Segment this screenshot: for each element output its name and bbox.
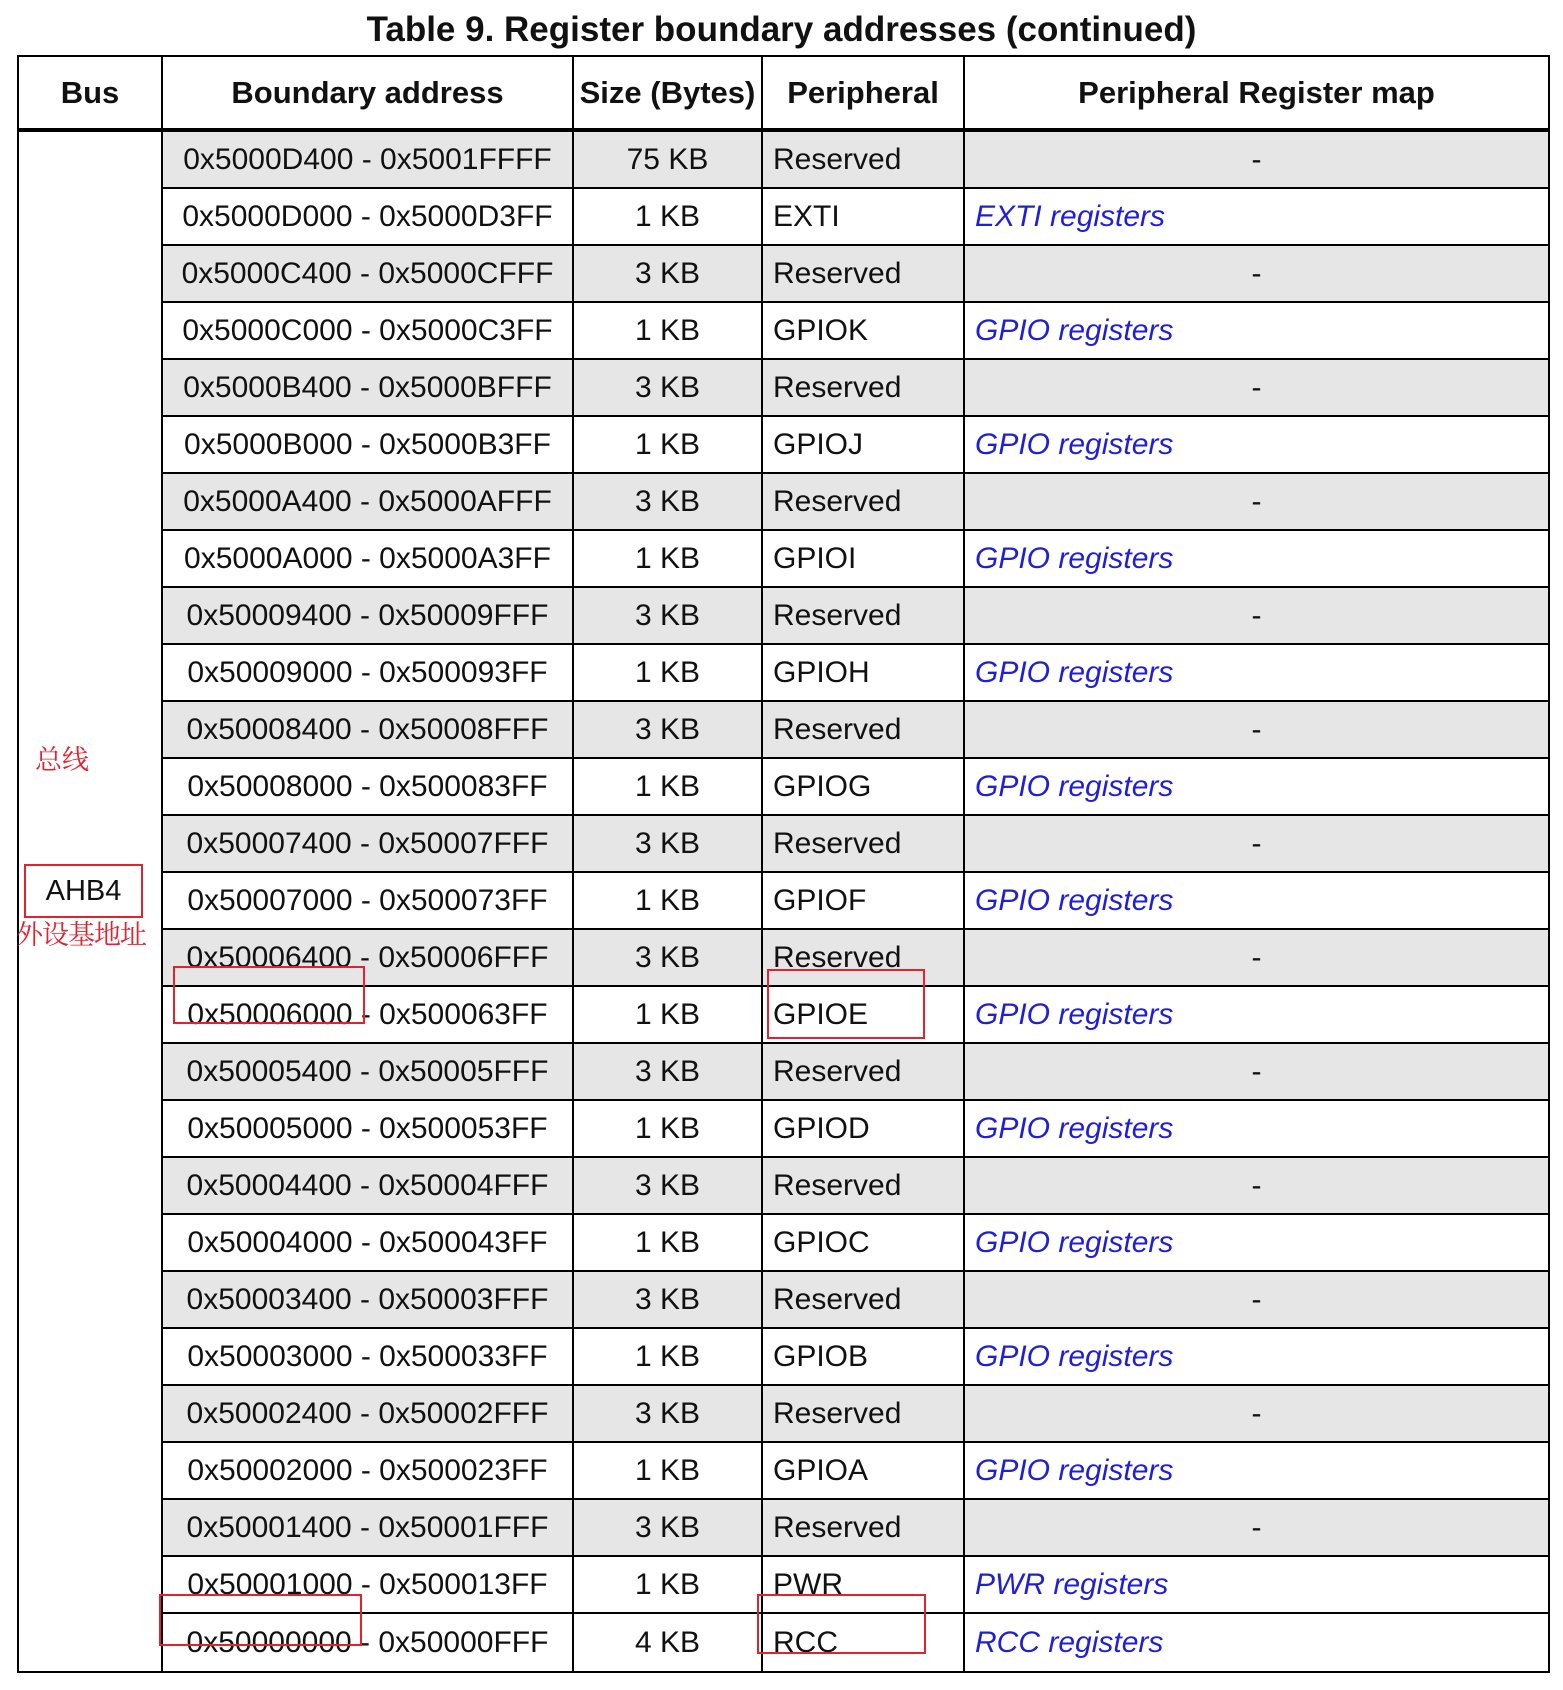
peripheral-cell: Reserved — [763, 246, 965, 301]
peripheral-cell: Reserved — [763, 132, 965, 187]
boundary-address-cell: 0x5000A000 - 0x5000A3FF — [163, 531, 574, 586]
boundary-address-cell: 0x50001400 - 0x50001FFF — [163, 1500, 574, 1555]
boundary-address-cell: 0x50008000 - 0x500083FF — [163, 759, 574, 814]
register-map-cell: - — [1251, 598, 1262, 632]
register-map-link[interactable]: GPIO registers — [975, 655, 1174, 689]
table-header — [19, 57, 1548, 132]
table-row — [163, 189, 1548, 246]
table-row — [163, 1158, 1548, 1215]
boundary-address-cell: 0x50002000 - 0x500023FF — [163, 1443, 574, 1498]
register-map-link[interactable]: RCC registers — [975, 1625, 1164, 1659]
register-map-cell — [965, 189, 1548, 244]
header-peripheral: Peripheral — [763, 57, 965, 128]
boundary-address-cell: 0x5000A400 - 0x5000AFFF — [163, 474, 574, 529]
header-register-map: Peripheral Register map — [1078, 74, 1435, 110]
table-row — [163, 759, 1548, 816]
header-bus: Bus — [19, 57, 163, 128]
highlight-rcc-base — [159, 1594, 362, 1646]
peripheral-cell: GPIOC — [763, 1215, 965, 1270]
register-map-cell — [965, 1215, 1548, 1270]
highlight-gpioe-base — [173, 966, 365, 1024]
peripheral-cell: GPIOA — [763, 1443, 965, 1498]
register-map-cell — [965, 1557, 1548, 1612]
register-map-link[interactable]: GPIO registers — [975, 427, 1174, 461]
register-map-cell: - — [1251, 484, 1262, 518]
register-map-cell: - — [1251, 1054, 1262, 1088]
peripheral-cell: Reserved — [763, 1500, 965, 1555]
register-map-link[interactable]: EXTI registers — [975, 199, 1166, 233]
register-map-link[interactable]: GPIO registers — [975, 1111, 1174, 1145]
register-map-cell: - — [1251, 142, 1262, 176]
peripheral-cell: Reserved — [763, 588, 965, 643]
table-row — [163, 360, 1548, 417]
boundary-address-cell: 0x5000D000 - 0x5000D3FF — [163, 189, 574, 244]
table-rows — [163, 132, 1548, 1671]
highlight-gpioe-peripheral — [767, 969, 925, 1039]
size-cell: 3 KB — [574, 246, 763, 301]
peripheral-cell: EXTI — [763, 189, 965, 244]
peripheral-cell: GPIOB — [763, 1329, 965, 1384]
base-address-annotation: 外设基地址 — [16, 920, 146, 951]
size-cell: 3 KB — [574, 360, 763, 415]
highlight-rcc-peripheral — [757, 1594, 926, 1654]
table-row — [163, 1500, 1548, 1557]
boundary-address-cell: 0x5000C000 - 0x5000C3FF — [163, 303, 574, 358]
size-cell: 1 KB — [574, 1443, 763, 1498]
register-map-cell — [965, 1443, 1548, 1498]
size-cell: 1 KB — [574, 1215, 763, 1270]
table-row — [163, 702, 1548, 759]
boundary-address-cell: 0x50005000 - 0x500053FF — [163, 1101, 574, 1156]
register-map-cell — [965, 645, 1548, 700]
register-map-link[interactable]: GPIO registers — [975, 1339, 1174, 1373]
register-map-link[interactable]: GPIO registers — [975, 769, 1174, 803]
size-cell: 3 KB — [574, 816, 763, 871]
peripheral-cell: Reserved — [763, 1044, 965, 1099]
register-map-cell — [965, 303, 1548, 358]
peripheral-cell: Reserved — [763, 360, 965, 415]
table-row — [163, 645, 1548, 702]
register-map-link[interactable]: GPIO registers — [975, 883, 1174, 917]
header-boundary-address: Boundary address — [163, 57, 574, 128]
table-row — [163, 531, 1548, 588]
peripheral-cell: GPIOE — [763, 987, 965, 1042]
register-map-cell — [965, 1329, 1548, 1384]
boundary-address-cell: 0x50007400 - 0x50007FFF — [163, 816, 574, 871]
size-cell: 3 KB — [574, 1272, 763, 1327]
table-row — [163, 1272, 1548, 1329]
register-map-link[interactable]: PWR registers — [975, 1567, 1169, 1601]
size-cell: 1 KB — [574, 303, 763, 358]
size-cell: 3 KB — [574, 1386, 763, 1441]
boundary-address-cell: 0x50007000 - 0x500073FF — [163, 873, 574, 928]
register-map-cell: - — [1251, 1396, 1262, 1430]
boundary-address-cell: 0x50008400 - 0x50008FFF — [163, 702, 574, 757]
table-title: Table 9. Register boundary addresses (continued) — [366, 10, 1197, 49]
register-map-cell: - — [1251, 1282, 1262, 1316]
peripheral-cell: GPIOK — [763, 303, 965, 358]
size-cell: 3 KB — [574, 1044, 763, 1099]
size-cell: 1 KB — [574, 1329, 763, 1384]
peripheral-cell: GPIOF — [763, 873, 965, 928]
register-map-cell: - — [1251, 826, 1262, 860]
size-cell: 4 KB — [574, 1614, 763, 1671]
table-row — [163, 1101, 1548, 1158]
register-map-cell — [965, 417, 1548, 472]
peripheral-cell: Reserved — [763, 474, 965, 529]
size-cell: 75 KB — [574, 132, 763, 187]
boundary-address-cell: 0x50004000 - 0x500043FF — [163, 1215, 574, 1270]
table-row — [163, 1386, 1548, 1443]
size-cell: 1 KB — [574, 645, 763, 700]
register-map-cell: - — [1251, 370, 1262, 404]
register-map-link[interactable]: GPIO registers — [975, 541, 1174, 575]
register-map-cell — [965, 987, 1548, 1042]
peripheral-cell: Reserved — [763, 930, 965, 985]
bus-annotation: 总线 — [35, 745, 89, 776]
table-row — [163, 873, 1548, 930]
size-cell: 1 KB — [574, 1101, 763, 1156]
size-cell: 1 KB — [574, 759, 763, 814]
table-row — [163, 1044, 1548, 1101]
peripheral-cell: Reserved — [763, 816, 965, 871]
header-size: Size (Bytes) — [574, 57, 763, 128]
table-row — [163, 588, 1548, 645]
table-row — [163, 1443, 1548, 1500]
register-map-link[interactable]: GPIO registers — [975, 997, 1174, 1031]
size-cell: 1 KB — [574, 189, 763, 244]
boundary-address-cell: 0x50009000 - 0x500093FF — [163, 645, 574, 700]
register-map-cell — [965, 759, 1548, 814]
peripheral-cell: GPIOD — [763, 1101, 965, 1156]
boundary-address-cell: 0x50001000 - 0x500013FF — [163, 1557, 574, 1612]
boundary-address-cell: 0x50006000 - 0x500063FF — [163, 987, 574, 1042]
peripheral-cell: Reserved — [763, 1158, 965, 1213]
size-cell: 3 KB — [574, 930, 763, 985]
bus-value: AHB4 — [24, 864, 143, 918]
peripheral-cell: GPIOJ — [763, 417, 965, 472]
table-row — [163, 1329, 1548, 1386]
boundary-address-cell: 0x50004400 - 0x50004FFF — [163, 1158, 574, 1213]
size-cell: 3 KB — [574, 1158, 763, 1213]
boundary-address-cell: 0x50003400 - 0x50003FFF — [163, 1272, 574, 1327]
peripheral-cell: Reserved — [763, 1386, 965, 1441]
register-table — [17, 55, 1550, 1673]
boundary-address-cell: 0x50003000 - 0x500033FF — [163, 1329, 574, 1384]
table-row — [163, 1215, 1548, 1272]
register-map-cell: - — [1251, 1510, 1262, 1544]
table-row — [163, 816, 1548, 873]
peripheral-cell: GPIOH — [763, 645, 965, 700]
register-map-cell: - — [1251, 940, 1262, 974]
boundary-address-cell: 0x50009400 - 0x50009FFF — [163, 588, 574, 643]
boundary-address-cell: 0x5000D400 - 0x5001FFFF — [163, 132, 574, 187]
boundary-address-cell: 0x5000B400 - 0x5000BFFF — [163, 360, 574, 415]
table-row — [163, 246, 1548, 303]
boundary-address-cell: 0x50000000 - 0x50000FFF — [163, 1614, 574, 1671]
register-map-link[interactable]: GPIO registers — [975, 1453, 1174, 1487]
peripheral-cell: GPIOG — [763, 759, 965, 814]
register-map-link[interactable]: GPIO registers — [975, 1225, 1174, 1259]
size-cell: 3 KB — [574, 702, 763, 757]
table-row — [163, 303, 1548, 360]
register-map-cell — [965, 873, 1548, 928]
size-cell: 1 KB — [574, 531, 763, 586]
size-cell: 1 KB — [574, 417, 763, 472]
peripheral-cell: PWR — [763, 1557, 965, 1612]
register-map-cell — [965, 531, 1548, 586]
size-cell: 1 KB — [574, 873, 763, 928]
peripheral-cell: Reserved — [763, 1272, 965, 1327]
register-map-cell — [965, 1101, 1548, 1156]
register-map-cell: - — [1251, 256, 1262, 290]
boundary-address-cell: 0x50002400 - 0x50002FFF — [163, 1386, 574, 1441]
size-cell: 3 KB — [574, 474, 763, 529]
table-body — [19, 132, 1548, 1671]
size-cell: 3 KB — [574, 588, 763, 643]
size-cell: 1 KB — [574, 987, 763, 1042]
table-row — [163, 132, 1548, 189]
boundary-address-cell: 0x5000C400 - 0x5000CFFF — [163, 246, 574, 301]
table-row — [163, 474, 1548, 531]
boundary-address-cell: 0x50005400 - 0x50005FFF — [163, 1044, 574, 1099]
register-map-cell: - — [1251, 712, 1262, 746]
boundary-address-cell: 0x5000B000 - 0x5000B3FF — [163, 417, 574, 472]
size-cell: 1 KB — [574, 1557, 763, 1612]
peripheral-cell: GPIOI — [763, 531, 965, 586]
register-map-cell — [965, 1614, 1548, 1671]
peripheral-cell: Reserved — [763, 702, 965, 757]
boundary-address-cell: 0x50006400 - 0x50006FFF — [163, 930, 574, 985]
peripheral-cell: RCC — [763, 1614, 965, 1671]
register-map-link[interactable]: GPIO registers — [975, 313, 1174, 347]
table-row — [163, 417, 1548, 474]
register-map-cell: - — [1251, 1168, 1262, 1202]
size-cell: 3 KB — [574, 1500, 763, 1555]
